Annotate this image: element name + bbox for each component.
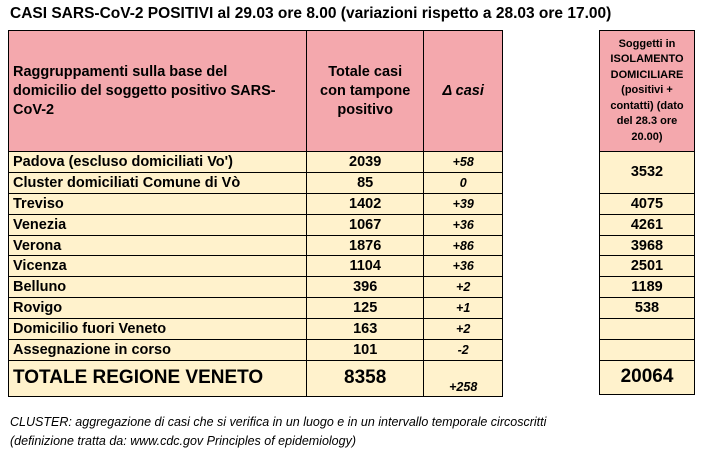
cases-table <box>8 30 503 397</box>
header-total-line: con tampone <box>320 82 411 99</box>
isolation-header-line: 20.00) <box>631 130 663 143</box>
table-row <box>9 298 503 319</box>
table-row <box>9 340 503 361</box>
total-delta: +258 <box>424 360 503 396</box>
total-name: TOTALE REGIONE VENETO <box>9 360 307 396</box>
row-delta: +2 <box>424 319 503 340</box>
isolation-venezia: 4261 <box>600 214 695 235</box>
row-delta: +86 <box>424 235 503 256</box>
row-name: Cluster domiciliati Comune di Vò <box>9 172 307 193</box>
row-name: Verona <box>9 235 307 256</box>
row-delta: +58 <box>424 152 503 173</box>
row-name: Assegnazione in corso <box>9 340 307 361</box>
footnote-definition: CLUSTER: aggregazione di casi che si verifica in un luogo e in un intervallo temporale circoscritti <box>10 415 547 429</box>
footnote-source: (definizione tratta da: www.cdc.gov Principles of epidemiology) <box>10 434 357 448</box>
header-total-cases <box>306 31 423 152</box>
row-total: 1104 <box>306 256 423 277</box>
isolation-table <box>599 30 695 395</box>
page-title: CASI SARS-CoV-2 POSITIVI al 29.03 ore 8.00 (variazioni rispetto a 28.03 ore 17.00) <box>10 5 612 22</box>
isolation-header-line: Soggetti in <box>618 37 676 50</box>
row-name: Vicenza <box>9 256 307 277</box>
isolation-header-line: DOMICILIARE <box>610 68 684 81</box>
isolation-fuori-veneto <box>600 319 695 340</box>
isolation-treviso: 4075 <box>600 193 695 214</box>
row-delta: +2 <box>424 277 503 298</box>
row-total: 396 <box>306 277 423 298</box>
row-delta: +1 <box>424 298 503 319</box>
row-total: 2039 <box>306 152 423 173</box>
row-total: 1876 <box>306 235 423 256</box>
header-grouping-line: domicilio del soggetto positivo SARS- <box>13 82 276 99</box>
row-name: Treviso <box>9 193 307 214</box>
header-delta-cases: Δ casi <box>424 31 503 152</box>
total-value: 8358 <box>306 360 423 396</box>
row-name: Venezia <box>9 214 307 235</box>
isolation-in-corso <box>600 340 695 361</box>
row-total: 1402 <box>306 193 423 214</box>
isolation-header-line: del 28.3 ore <box>616 115 678 128</box>
isolation-verona: 3968 <box>600 235 695 256</box>
header-grouping <box>9 31 307 152</box>
row-total: 163 <box>306 319 423 340</box>
table-header-row <box>9 31 503 152</box>
total-row <box>9 360 503 396</box>
isolation-header-line: (positivi + <box>621 84 673 97</box>
table-row <box>9 235 503 256</box>
row-name: Belluno <box>9 277 307 298</box>
row-delta: -2 <box>424 340 503 361</box>
row-total: 85 <box>306 172 423 193</box>
table-row <box>9 172 503 193</box>
row-total: 1067 <box>306 214 423 235</box>
table-row <box>9 319 503 340</box>
row-name: Rovigo <box>9 298 307 319</box>
row-delta: +36 <box>424 214 503 235</box>
row-delta: 0 <box>424 172 503 193</box>
table-row <box>9 214 503 235</box>
table-row <box>9 193 503 214</box>
table-row <box>9 256 503 277</box>
row-total: 125 <box>306 298 423 319</box>
table-row <box>9 152 503 173</box>
row-name: Domicilio fuori Veneto <box>9 319 307 340</box>
row-name: Padova (escluso domiciliati Vo') <box>9 152 307 173</box>
row-delta: +36 <box>424 256 503 277</box>
header-grouping-line: CoV-2 <box>13 101 55 118</box>
isolation-header-line: ISOLAMENTO <box>610 53 684 66</box>
isolation-header-line: contatti) (dato <box>610 99 684 112</box>
isolation-belluno: 1189 <box>600 277 695 298</box>
header-total-line: positivo <box>337 101 393 118</box>
isolation-rovigo: 538 <box>600 298 695 319</box>
header-total-line: Totale casi <box>328 63 403 80</box>
header-grouping-line: Raggruppamenti sulla base del <box>13 63 228 80</box>
isolation-header <box>600 31 695 152</box>
footnote <box>10 413 546 451</box>
isolation-vicenza: 2501 <box>600 256 695 277</box>
isolation-padova-vo: 3532 <box>600 152 695 194</box>
table-row <box>9 277 503 298</box>
isolation-total: 20064 <box>600 360 695 394</box>
row-total: 101 <box>306 340 423 361</box>
row-delta: +39 <box>424 193 503 214</box>
